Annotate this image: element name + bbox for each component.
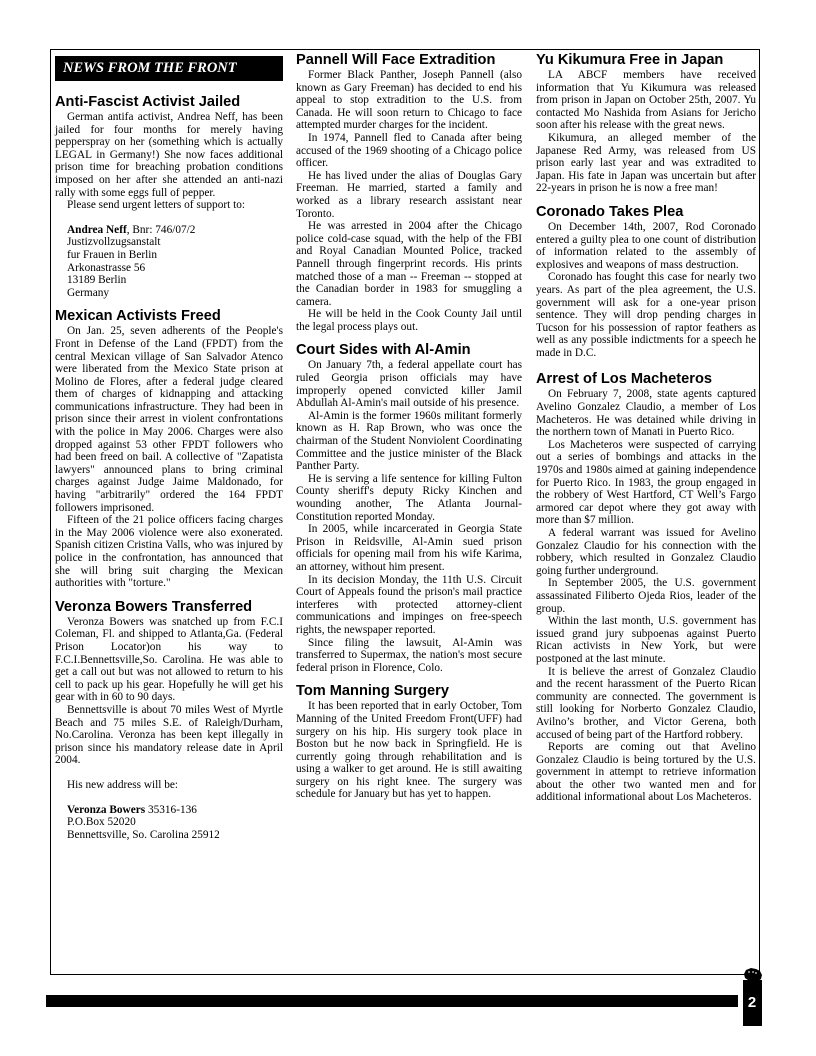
article-paragraph: Bennettsville is about 70 miles West of Myrtle Beach and 75 miles S.E. of Raleigh/Durham, No.Carolina. Veronza has been kept illegally in prison since his mandatory release date in April 2004. <box>55 703 283 767</box>
article-title-coronado: Coronado Takes Plea <box>536 203 684 220</box>
article-paragraph: Reports are coming out that Avelino Gonzalez Claudio is being tortured by the U.S. government in attempt to retrieve information about the other two wanted men and for additional informational about Los Macheteros. <box>536 741 756 804</box>
address-line: 13189 Berlin <box>67 274 127 287</box>
address-name: Andrea Neff <box>67 223 127 236</box>
article-paragraph: In 2005, while incarcerated in Georgia State Prison in Reidsville, Al-Amin sued prison officials for opening mail from his wife Karima, an attorney, without him present. <box>296 523 522 573</box>
mailing-address-neff <box>55 224 283 300</box>
article-paragraph: It is believe the arrest of Gonzalez Claudio and the recent harassment of the Puerto Rican community are connected. The government is still looking for Norberto Gonzalez Claudio, Avilno’s brother, and Victor Gerena, both accused of being part of the Hartford robbery. <box>536 665 756 741</box>
article-paragraph: In 1974, Pannell fled to Canada after being accused of the 1969 shooting of a Chicago police officer. <box>296 131 522 170</box>
article-paragraph: He will be held in the Cook County Jail until the legal process plays out. <box>296 308 522 333</box>
article-paragraph: Kikumura, an alleged member of the Japanese Red Army, was released from US prison early last year and was extradited to Japan. His fate in Japan was uncertain but after 22-years in prison he is now a free man! <box>536 131 756 195</box>
article-title-alamin: Court Sides with Al-Amin <box>296 342 471 359</box>
article-paragraph: He is serving a life sentence for killing Fulton County sheriff's deputy Ricky Kinchen and wounding another, The Atlanta Journal-Constitution reported Monday. <box>296 472 522 523</box>
article-paragraph: His new address will be: <box>67 778 179 791</box>
address-line: Arkonastrasse 56 <box>67 261 146 274</box>
article-paragraph: On February 7, 2008, state agents captured Avelino Gonzalez Claudio, a member of Los Macheteros. He was detained while driving in the northern town of Manati in Puerto Rico. <box>536 388 756 439</box>
page-frame <box>50 49 760 975</box>
section-banner: NEWS FROM THE FRONT <box>55 56 283 81</box>
article-paragraph: Fifteen of the 21 police officers facing charges in the May 2006 violence were also exonerated. Spanish citizen Cristina Valls, who was injured by police in the confrontation, has announced that she will bring suit charging the Mexican authorities with "torture." <box>55 514 283 590</box>
article-paragraph: On December 14th, 2007, Rod Coronado entered a guilty plea to one count of distribution of information related to the assembly of explosives and weapons of mass destruction. <box>536 220 756 271</box>
address-line: Justizvollzugsanstalt <box>67 236 161 249</box>
column-3 <box>536 52 756 804</box>
footer-bar <box>46 995 738 1007</box>
article-paragraph: He has lived under the alias of Douglas Gary Freeman. He married, started a family and worked as a library research assistant near Toronto. <box>296 169 522 220</box>
article-paragraph: Former Black Panther, Joseph Pannell (also known as Gary Freeman) has decided to end his appeal to stop extradition to the U.S. from Canada. He will soon return to Chicago to face attempted murder charges for the incident. <box>296 69 522 132</box>
article-paragraph: He was arrested in 2004 after the Chicago police cold-case squad, with the help of the FBI and Royal Canadian Mounted Police, tracked Pannell through fingerprint records. His prints matched those of a man -- Freeman -- stopped at the Canadian border in 1983 for smuggling a camera. <box>296 220 522 308</box>
article-title-veronza: Veronza Bowers Transferred <box>55 598 253 615</box>
page-number: 2 <box>747 994 757 1011</box>
article-title-mexican: Mexican Activists Freed <box>55 308 221 325</box>
article-paragraph: It has been reported that in early October, Tom Manning of the United Freedom Front(UFF) had surgery on his hip. His surgery took place in Boston but he now back in Springfield. He is currently going through rehabilitation and is using a walker to get around. He is still awaiting surgery on his right knee. The surgery was schedule for January but has yet to happen. <box>296 700 522 801</box>
article-paragraph: In September 2005, the U.S. government assassinated Filiberto Ojeda Rios, leader of the group. <box>536 577 756 615</box>
article-paragraph: Al-Amin is the former 1960s militant formerly known as H. Rap Brown, who was once the chairman of the Student Nonviolent Coordinating Committee and the justice minister of the Black Panther Party. <box>296 409 522 473</box>
article-paragraph: In its decision Monday, the 11th U.S. Circuit Court of Appeals found the prison's mail practice interferes with protected attorney-client communications and impinges on free-speech rights, the newspaper reported. <box>296 573 522 636</box>
article-title-antifascist: Anti-Fascist Activist Jailed <box>55 94 241 110</box>
address-line: P.O.Box 52020 <box>67 816 136 829</box>
column-2 <box>296 52 522 801</box>
article-paragraph: On Jan. 25, seven adherents of the People's Front in Defense of the Land (FPDT) from the central Mexican village of San Salvador Atenco were liberated from the Mexico State prison at Molino de Flores, after a federal judge cleared them of charges of kidnapping and attacking communications infrastructure. They had been in prison since their arrest in violent confrontations with the police in May 2006. Charges were also dropped against 53 other FPDT followers who had been freed on bail. A collective of "Zapatista lawyers" announced plans to bring criminal charges against Judge Jaime Maldonado, for having "arbitrarily" ordered the 164 FPDT followers imprisoned. <box>55 325 283 514</box>
article-paragraph: German antifa activist, Andrea Neff, has been jailed for four months for merely having pepperspray on her (something which is actually LEGAL in Germany!) She now faces additional prison time for breaching probation conditions imposed on her after she attended an anti-nazi rally with some eggs full of pepper. <box>55 111 283 199</box>
article-title-pannell: Pannell Will Face Extradition <box>296 52 496 68</box>
address-line: Germany <box>67 286 110 299</box>
article-paragraph: A federal warrant was issued for Avelino Gonzalez Claudio for his connection with the robbery, which resulted in Gonzalez Claudio going further underground. <box>536 527 756 577</box>
article-paragraph: Veronza Bowers was snatched up from F.C.I Coleman, Fl. and shipped to Atlanta,Ga. (Federal Prison Locator)on his way to F.C.I.Bennettsville,So. Carolina. He was able to get a call out but was not allowed to return to his cell to pack up his gear. Hopefully he will get his gear with in 60 to 90 days. <box>55 615 283 704</box>
address-line: Bennettsville, So. Carolina 25912 <box>67 828 220 841</box>
address-name: Veronza Bowers <box>67 803 146 816</box>
column-1 <box>55 56 283 841</box>
address-line: fur Frauen in Berlin <box>67 248 158 261</box>
address-number: , Bnr: 746/07/2 <box>126 223 196 236</box>
article-paragraph: Within the last month, U.S. government has issued grand jury subpoenas against Puerto Rican activists in New York, but were postponed at the last minute. <box>536 615 756 665</box>
article-paragraph: LA ABCF members have received information that Yu Kikumura was released from prison in Japan on October 25th, 2007. Yu contacted Mo Nashida from Asians for Jericho soon after his release with the great news. <box>536 69 756 132</box>
article-title-manning: Tom Manning Surgery <box>296 683 449 700</box>
article-paragraph: Since filing the lawsuit, Al-Amin was transferred to Supermax, the nation's most secure federal prison in Florence, Colo. <box>296 636 522 674</box>
article-paragraph: Los Macheteros were suspected of carrying out a series of bombings and attacks in the 1970s and 1980s aimed at gaining independence for Puerto Rico. In 1983, the group engaged in the robbery of West Hartford, CT Well’s Fargo armored car depot where they got away with more than $7 million. <box>536 438 756 527</box>
address-number: 35316-136 <box>145 803 197 816</box>
article-paragraph: Coronado has fought this case for nearly two years. As part of the plea agreement, the U.S. government will ask for a one-year prison sentence. They will drop pending charges in Tucson for his possession of raptor feathers as well as any possible indictments for a speech he made in D.C. <box>536 271 756 359</box>
article-paragraph: On January 7th, a federal appellate court has ruled Georgia prison officials may have improperly opened convicted killer Jamil Abdullah Al-Amin's mail outside of his presence. <box>296 359 522 410</box>
article-title-macheteros: Arrest of Los Macheteros <box>536 371 712 388</box>
article-paragraph: Please send urgent letters of support to: <box>67 199 245 212</box>
article-title-kikumura: Yu Kikumura Free in Japan <box>536 52 724 68</box>
mailing-address-bowers <box>55 804 283 842</box>
